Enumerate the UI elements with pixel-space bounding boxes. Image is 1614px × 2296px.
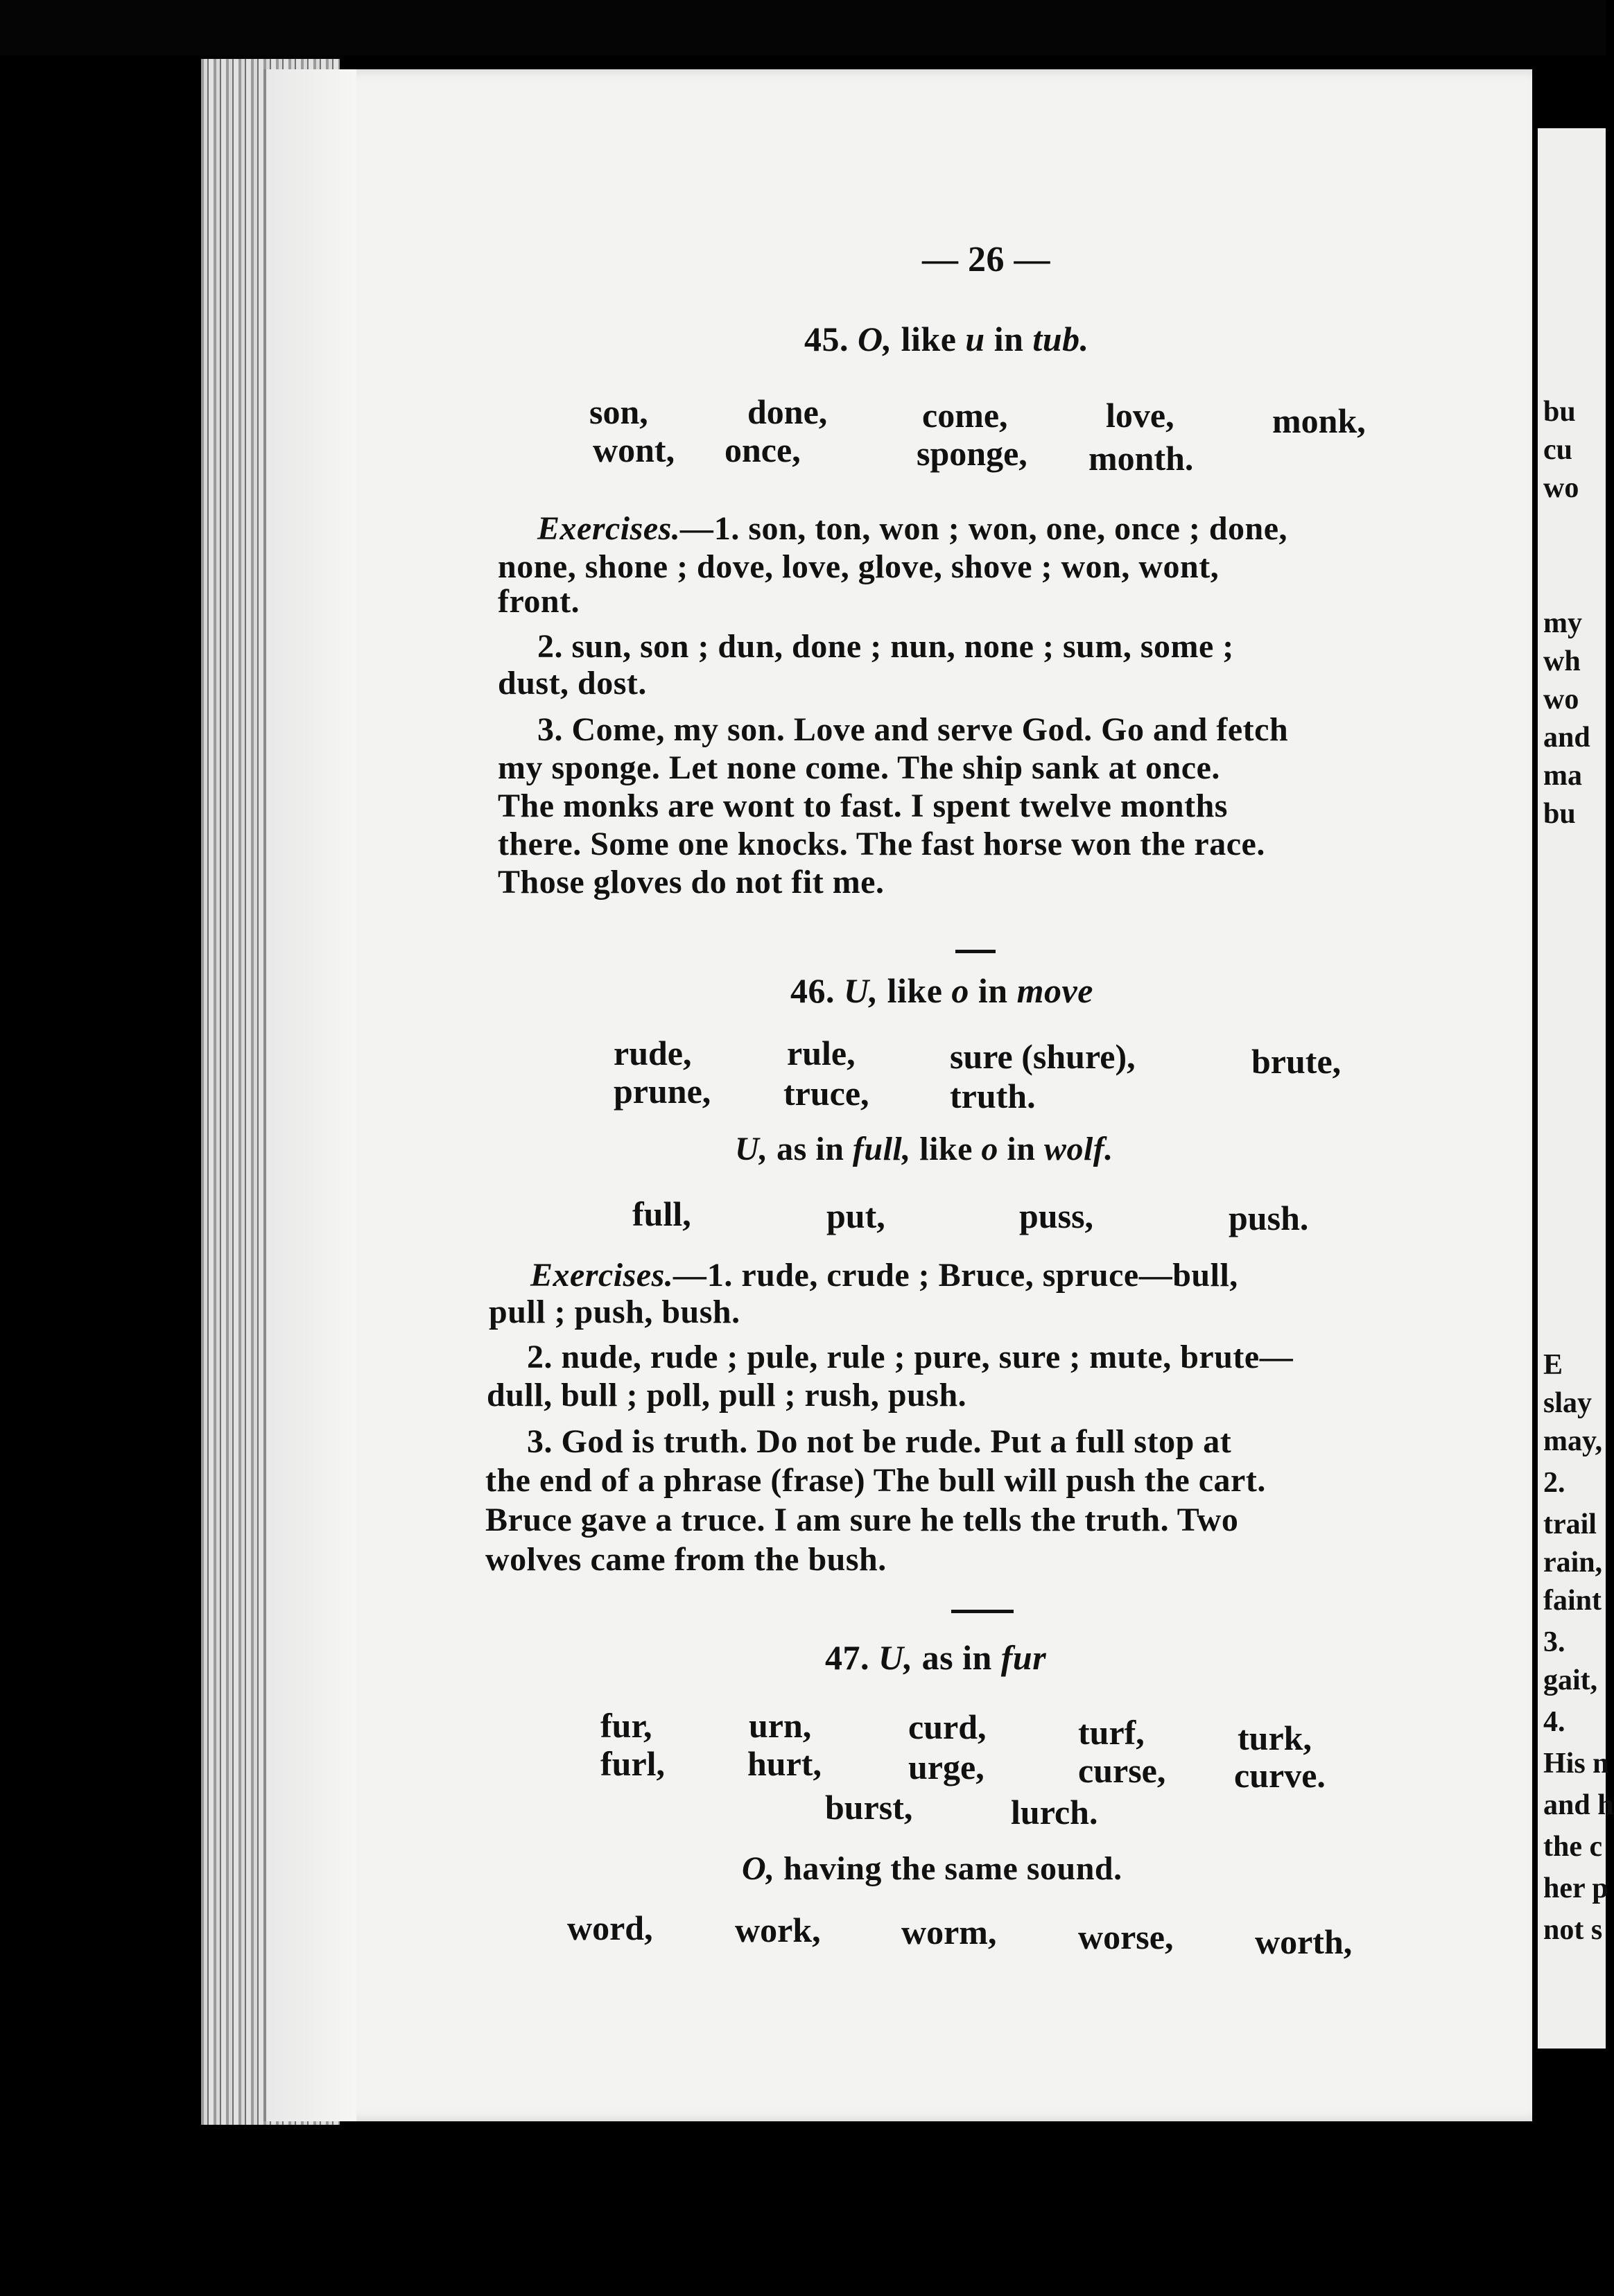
facing-page-text: 2. <box>1543 1467 1565 1499</box>
heading-letter: O, <box>742 1850 775 1887</box>
exercise-line: Bruce gave a truce. I am sure he tells the truth. Two <box>485 1502 1239 1538</box>
word-list-item: wont, <box>593 430 675 469</box>
word-list-item: full, <box>632 1194 691 1233</box>
facing-page-text: the c <box>1543 1831 1603 1863</box>
heading-letter: U, <box>844 971 878 1010</box>
word-list-item: monk, <box>1272 401 1366 440</box>
facing-page-text: 4. <box>1543 1706 1565 1738</box>
heading-letter: U, <box>878 1638 913 1677</box>
word-list-item: urge, <box>908 1748 984 1786</box>
facing-page-text: E <box>1543 1349 1563 1381</box>
heading-text: like <box>887 971 943 1010</box>
facing-page-text: and <box>1543 722 1590 754</box>
facing-page-text: my <box>1543 607 1582 639</box>
word-list-item: month. <box>1088 439 1194 478</box>
facing-page-text: 3. <box>1543 1626 1565 1658</box>
word-list-item: rule, <box>787 1034 856 1072</box>
facing-page-fragment <box>1538 128 1614 2049</box>
word-list-item: puss, <box>1019 1197 1094 1235</box>
scan-bottom-border <box>0 2125 1606 2296</box>
facing-page-text: trail <box>1543 1508 1597 1540</box>
facing-page-text: wh <box>1543 645 1581 677</box>
word-list-item: sponge, <box>917 434 1027 473</box>
word-list-item: curse, <box>1078 1751 1166 1790</box>
section-number: 45. <box>804 320 849 358</box>
heading-letter: U, <box>735 1131 768 1167</box>
word-list-item: truth. <box>950 1077 1036 1115</box>
facing-page-text: bu <box>1543 396 1576 428</box>
exercise-text: 1. son, ton, won ; won, one, once ; done, <box>713 510 1288 547</box>
exercise-line: pull ; push, bush. <box>489 1294 740 1330</box>
page-gutter <box>263 69 356 2121</box>
word-list-item: rude, <box>614 1034 692 1072</box>
section-47-heading <box>825 1637 1046 1678</box>
heading-example: move <box>1016 971 1093 1010</box>
word-list-item: burst, <box>825 1788 913 1827</box>
word-list-item: worse, <box>1078 1917 1174 1956</box>
heading-text: in <box>978 971 1008 1010</box>
heading-letter: u <box>965 320 985 358</box>
word-list-item: lurch. <box>1011 1793 1098 1832</box>
heading-text: as in <box>921 1638 992 1677</box>
heading-example: fur <box>1000 1638 1047 1677</box>
word-list-item: hurt, <box>747 1744 822 1783</box>
word-list-item: fur, <box>600 1706 652 1745</box>
word-list-item: push. <box>1229 1199 1309 1237</box>
heading-text: like <box>901 320 957 358</box>
exercise-line: Those gloves do not fit me. <box>498 864 885 901</box>
heading-example: wolf. <box>1043 1131 1113 1167</box>
exercise-line: none, shone ; dove, love, glove, shove ; won, wont, <box>498 548 1220 585</box>
word-list-item: curd, <box>908 1707 987 1746</box>
word-list-item: prune, <box>614 1072 711 1111</box>
word-list-item: sure (shure), <box>950 1037 1136 1076</box>
word-list-item: urn, <box>749 1706 812 1745</box>
exercise-line: dull, bull ; poll, pull ; rush, push. <box>487 1377 967 1414</box>
word-list-item: brute, <box>1251 1042 1342 1081</box>
word-list-item: once, <box>724 430 801 469</box>
section-number: 46. <box>790 971 835 1010</box>
exercises-label: Exercises.— <box>537 510 714 547</box>
word-list-item: love, <box>1106 396 1174 435</box>
word-list-item: worm, <box>901 1913 997 1951</box>
facing-page-text: wo <box>1543 472 1579 504</box>
facing-page-text: faint <box>1543 1585 1602 1617</box>
exercise-text: 1. rude, crude ; Bruce, spruce—bull, <box>706 1257 1238 1294</box>
word-list-item: truce, <box>783 1074 869 1113</box>
facing-page-text: ma <box>1543 760 1582 792</box>
facing-page-text: cu <box>1543 434 1572 466</box>
heading-letter: O, <box>858 320 892 358</box>
section-46-heading <box>790 971 1093 1011</box>
facing-page-text: and h <box>1543 1789 1614 1821</box>
exercise-line: wolves came from the bush. <box>485 1541 887 1578</box>
heading-letter: o <box>981 1131 998 1167</box>
exercise-line: there. Some one knocks. The fast horse won the race. <box>498 826 1265 862</box>
scan-top-border <box>0 0 1606 55</box>
facing-page-text: slay <box>1543 1387 1593 1419</box>
word-list-item: work, <box>735 1911 821 1949</box>
exercise-line: dust, dost. <box>498 665 647 702</box>
word-list-item: son, <box>589 392 648 431</box>
word-list-item: worth, <box>1255 1922 1353 1961</box>
heading-example: tub. <box>1032 320 1089 358</box>
page-number: — 26 — <box>922 240 1050 279</box>
exercise-line: 2. sun, son ; dun, done ; nun, none ; sum, some ; <box>537 628 1234 665</box>
heading-example: full, <box>852 1131 911 1167</box>
facing-page-text: wo <box>1543 684 1579 715</box>
facing-page-text: her p <box>1543 1872 1608 1904</box>
facing-page-text: rain, <box>1543 1547 1603 1578</box>
facing-page-text: gait, <box>1543 1664 1598 1696</box>
exercise-line <box>537 510 1287 548</box>
word-list-item: word, <box>567 1908 653 1947</box>
sub-heading <box>742 1850 1122 1888</box>
exercise-line: 3. God is truth. Do not be rude. Put a full stop at <box>527 1423 1232 1460</box>
exercises-label: Exercises.— <box>530 1257 707 1294</box>
facing-page-text: bu <box>1543 798 1576 830</box>
section-number: 47. <box>825 1638 869 1677</box>
word-list-item: put, <box>826 1197 885 1235</box>
exercise-line: The monks are wont to fast. I spent twelve months <box>498 788 1228 824</box>
exercise-line: my sponge. Let none come. The ship sank at once. <box>498 749 1220 786</box>
heading-text: as in <box>776 1131 844 1167</box>
facing-page-text: His n <box>1543 1748 1609 1780</box>
word-list-item: curve. <box>1234 1756 1326 1795</box>
exercise-line: 3. Come, my son. Love and serve God. Go and fetch <box>537 711 1289 748</box>
exercise-line: 2. nude, rude ; pule, rule ; pure, sure ; mute, brute— <box>527 1339 1294 1375</box>
exercise-line: front. <box>498 583 580 620</box>
word-list-item: furl, <box>600 1744 666 1783</box>
exercise-line: the end of a phrase (frase) The bull will push the cart. <box>485 1462 1266 1499</box>
section-45-heading <box>804 319 1089 359</box>
sub-heading <box>735 1130 1113 1168</box>
word-list-item: come, <box>922 396 1008 435</box>
facing-page-text: not s <box>1543 1914 1603 1946</box>
facing-page-text: may, <box>1543 1425 1603 1457</box>
heading-text: having the same sound. <box>783 1850 1122 1887</box>
section-divider <box>951 1610 1014 1613</box>
heading-text: in <box>1007 1131 1036 1167</box>
heading-text: like <box>919 1131 973 1167</box>
word-list-item: turk, <box>1238 1719 1312 1757</box>
heading-letter: o <box>951 971 969 1010</box>
word-list-item: turf, <box>1078 1713 1145 1752</box>
section-divider <box>955 950 996 953</box>
word-list-item: done, <box>747 392 828 431</box>
heading-text: in <box>993 320 1024 358</box>
exercise-line <box>530 1256 1238 1294</box>
